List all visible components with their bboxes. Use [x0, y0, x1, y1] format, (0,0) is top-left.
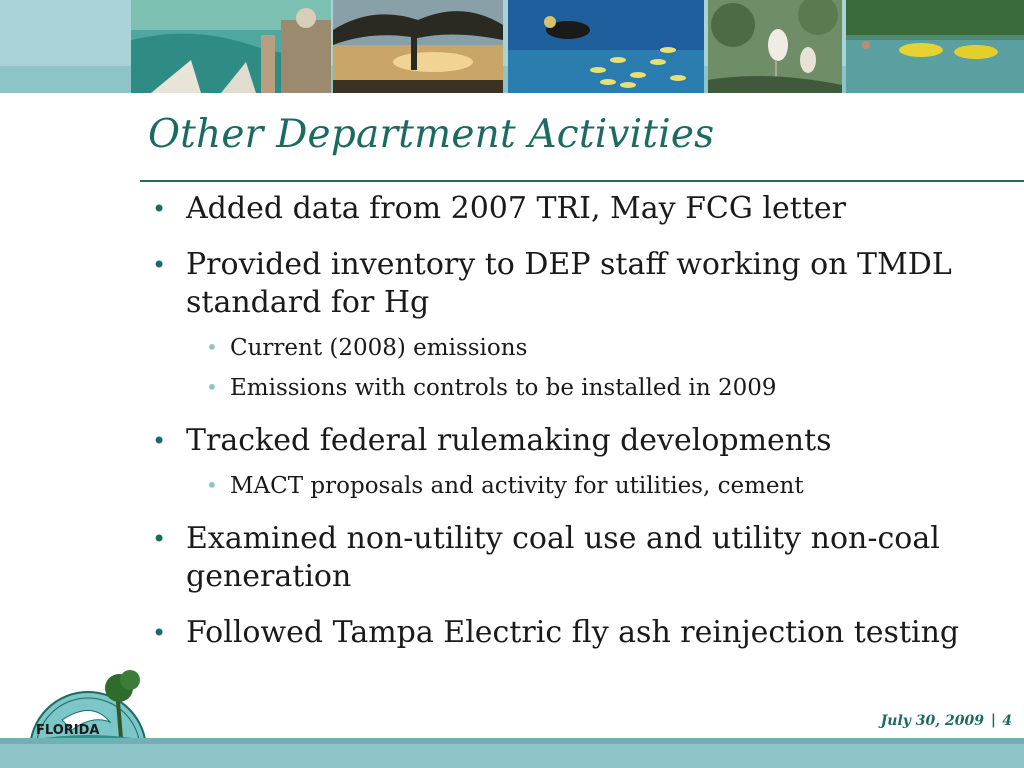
bullet-dot-icon: •: [152, 195, 167, 223]
sub-bullet-list: [150, 332, 1020, 404]
heron-birds-photo: [708, 0, 842, 93]
sub-bullet-list: [150, 470, 1020, 502]
sub-bullet-text: Current (2008) emissions: [230, 335, 528, 361]
bullet-item: [150, 246, 1020, 322]
sub-bullet-item: [194, 372, 1020, 404]
bullet-text: Tracked federal rulemaking developments: [186, 423, 832, 458]
sub-bullet-dot-icon: •: [206, 375, 218, 399]
springs-kayak-photo: [131, 0, 331, 93]
bullet-dot-icon: •: [152, 251, 167, 279]
sub-bullet-text: MACT proposals and activity for utilities, cement: [230, 473, 804, 499]
sub-bullet-dot-icon: •: [206, 473, 218, 497]
bullet-text: Added data from 2007 TRI, May FCG letter: [186, 191, 846, 226]
title-divider: [140, 180, 1024, 182]
bullet-text: Provided inventory to DEP staff working on TMDL standard for Hg: [186, 247, 952, 320]
sub-bullet-item: [194, 470, 1020, 502]
sunset-tree-photo: [333, 0, 503, 93]
svg-text:FLORIDA: FLORIDA: [36, 723, 100, 738]
bullet-item: [150, 520, 1020, 596]
sub-bullet-item: [194, 332, 1020, 364]
river-tubing-photo: [846, 0, 1024, 93]
sub-bullet-dot-icon: •: [206, 335, 218, 359]
bullet-dot-icon: •: [152, 619, 167, 647]
bullet-text: Examined non-utility coal use and utility non-coal generation: [186, 521, 940, 594]
page-number: 4: [1002, 713, 1012, 729]
bullet-item: [150, 190, 1020, 228]
bullet-list: [150, 190, 1020, 670]
footer-date: July 30, 2009: [880, 713, 984, 729]
footer-bar-accent: [0, 738, 1024, 744]
bullet-item: [150, 422, 1020, 460]
slide-title: Other Department Activities: [148, 112, 715, 157]
sub-bullet-text: Emissions with controls to be installed in 2009: [230, 375, 777, 401]
footer-separator: |: [990, 712, 996, 728]
bullet-dot-icon: •: [152, 525, 167, 553]
bullet-item: [150, 614, 1020, 652]
bullet-dot-icon: •: [152, 427, 167, 455]
bullet-text: Followed Tampa Electric fly ash reinjection testing: [186, 615, 960, 650]
header-banner: [0, 0, 1024, 93]
scuba-fish-photo: [508, 0, 704, 93]
